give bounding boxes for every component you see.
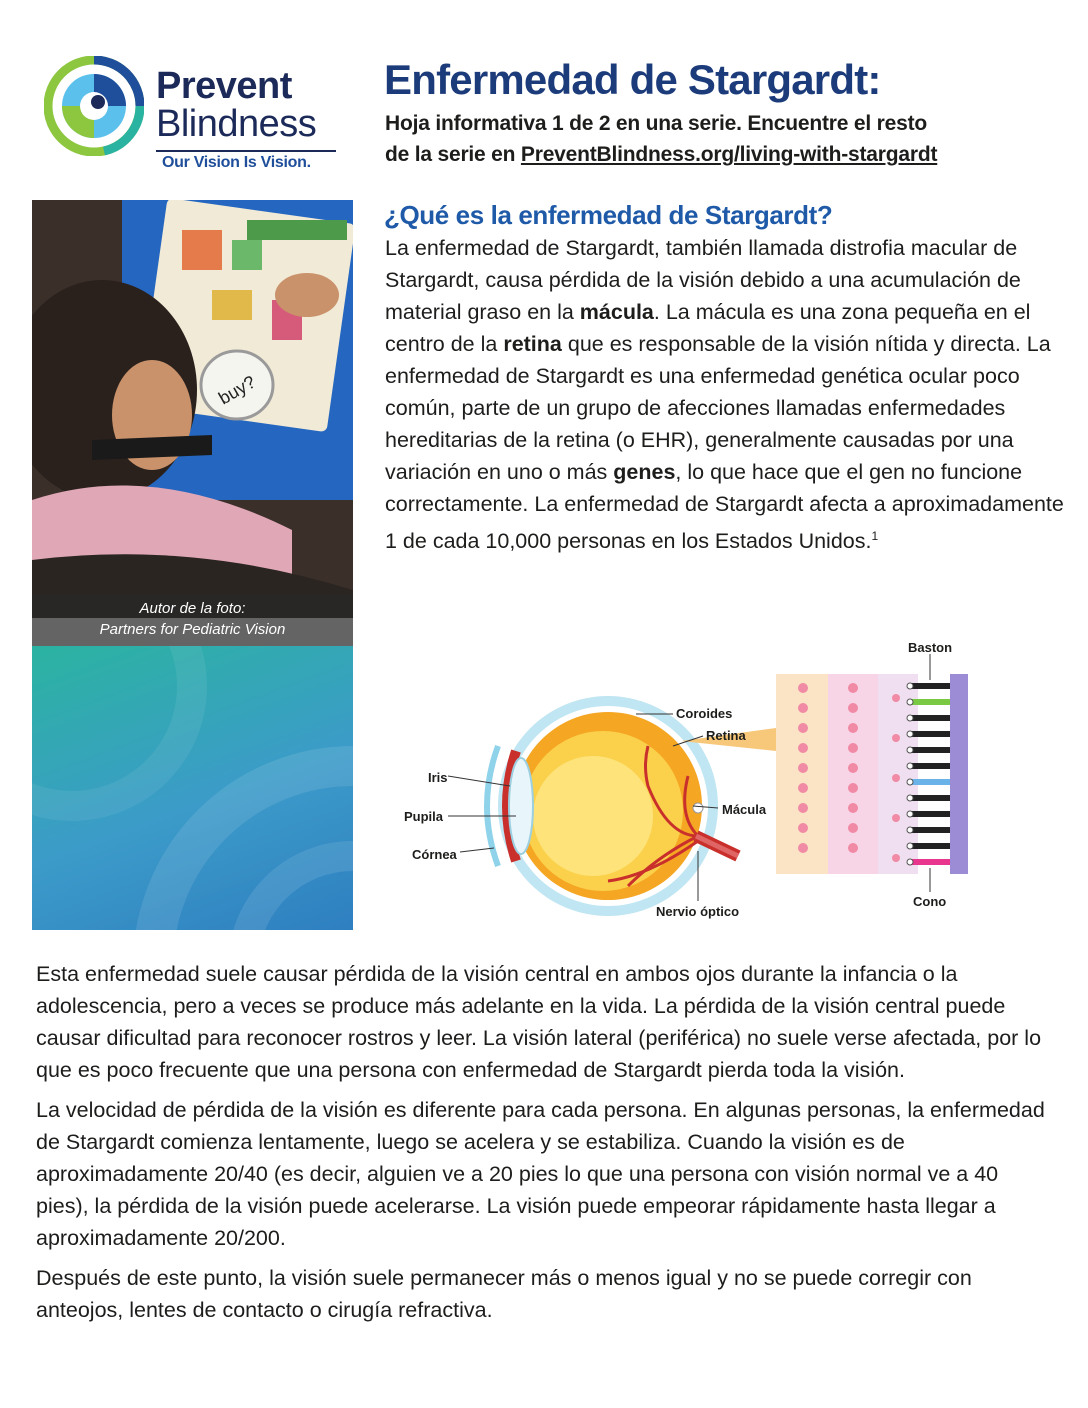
body-text	[36, 958, 1054, 1334]
photo-column	[32, 200, 353, 930]
label-cornea: Córnea	[412, 847, 457, 862]
intro-text-c: . La mácula es una zona pequeña en el centro de la	[385, 300, 1031, 356]
paragraph-after-point: Después de este punto, la visión suele permanecer más o menos igual y no se puede corregir con anteojos, lentes de contacto o cirugía refractiva.	[36, 1266, 972, 1322]
photo-caption	[32, 594, 353, 646]
subtitle-line-1: Hoja informativa 1 de 2 en una serie. Encuentre el resto	[385, 112, 927, 135]
photo-caption-line-2: Partners for Pediatric Vision	[99, 621, 286, 638]
logo-divider	[156, 150, 336, 152]
term-genes: genes	[613, 460, 676, 484]
paragraph-central-vision: Esta enfermedad suele causar pérdida de la visión central en ambos ojos durante la infancia o la adolescencia, pero a veces se produce más adelante en la vida. La pérdida de la visión central puede causar dificultad para reconocer rostros y leer. La visión lateral (periférica) no suele verse afectada, por lo que es poco frecuente que una persona con enfermedad de Stargardt pierda toda la visión.	[36, 962, 1042, 1082]
label-retina: Retina	[706, 728, 746, 743]
prevent-blindness-logo	[44, 56, 344, 176]
eye-cross-section-illustration	[398, 636, 998, 926]
label-pupila: Pupila	[404, 809, 444, 824]
logo-word-blindness: Blindness	[156, 103, 317, 145]
label-cono: Cono	[913, 894, 947, 909]
logo-word-prevent: Prevent	[156, 65, 292, 107]
decorative-arcs	[32, 646, 353, 930]
child-reading-photo	[32, 200, 353, 618]
label-iris: Iris	[428, 770, 448, 785]
intro-text-d: que es responsable de la visión nítida y directa. La enfermedad de Stargardt es una enfermedad genética ocular poco común, parte de un grupo de afecciones llamadas enfermedades hereditarias de la retina (o EHR), generalmente causadas por una variación en uno o más	[385, 332, 1051, 484]
page-subtitle	[385, 108, 1065, 170]
paragraph-progression: La velocidad de pérdida de la visión es diferente para cada persona. En algunas personas, la enfermedad de Stargardt comienza lentamente, luego se acelera y se estabiliza. Cuando la visión es de aproximadamente 20/40 (es decir, alguien ve a 20 pies lo que una persona con visión normal ve a 40 pies), la pérdida de la visión puede acelerarse. La visión puede empeorar rápidamente hasta llegar a aproximadamente 20/200.	[36, 1098, 1045, 1250]
decorative-gradient-panel	[32, 646, 353, 930]
subtitle-line-2-prefix: de la serie en	[385, 143, 521, 166]
term-retina: retina	[503, 332, 562, 356]
eye-anatomy-diagram	[398, 636, 998, 926]
term-macula: mácula	[579, 300, 654, 324]
label-baston: Baston	[908, 640, 953, 655]
page-title: Enfermedad de Stargardt:	[384, 56, 881, 103]
magnifier-text: buy?	[215, 371, 259, 409]
photo-caption-line-1: Autor de la foto:	[139, 600, 246, 617]
photo-illustration	[32, 200, 353, 618]
intro-text-a: La enfermedad de Stargardt, también llamada distrofia macular de Stargardt, causa pérdida de la visión debido a una acumulación de material graso en la	[385, 236, 1021, 324]
section-heading: ¿Qué es la enfermedad de Stargardt?	[384, 200, 833, 230]
eye-logo-icon	[44, 56, 144, 156]
intro-text-e: , lo que hace que el gen no funcione correctamente. La enfermedad de Stargardt afecta a aproximadamente 1 de cada 10,000 personas en los Estados Unidos.	[385, 460, 1064, 554]
label-coroides: Coroides	[676, 706, 733, 721]
label-nervio-optico: Nervio óptico	[656, 904, 740, 919]
logo-tagline: Our Vision Is Vision.	[162, 154, 311, 171]
intro-paragraph	[385, 232, 1065, 557]
footnote-ref: 1	[871, 529, 879, 543]
label-macula: Mácula	[722, 802, 767, 817]
series-link[interactable]: PreventBlindness.org/living-with-stargardt	[520, 143, 938, 166]
